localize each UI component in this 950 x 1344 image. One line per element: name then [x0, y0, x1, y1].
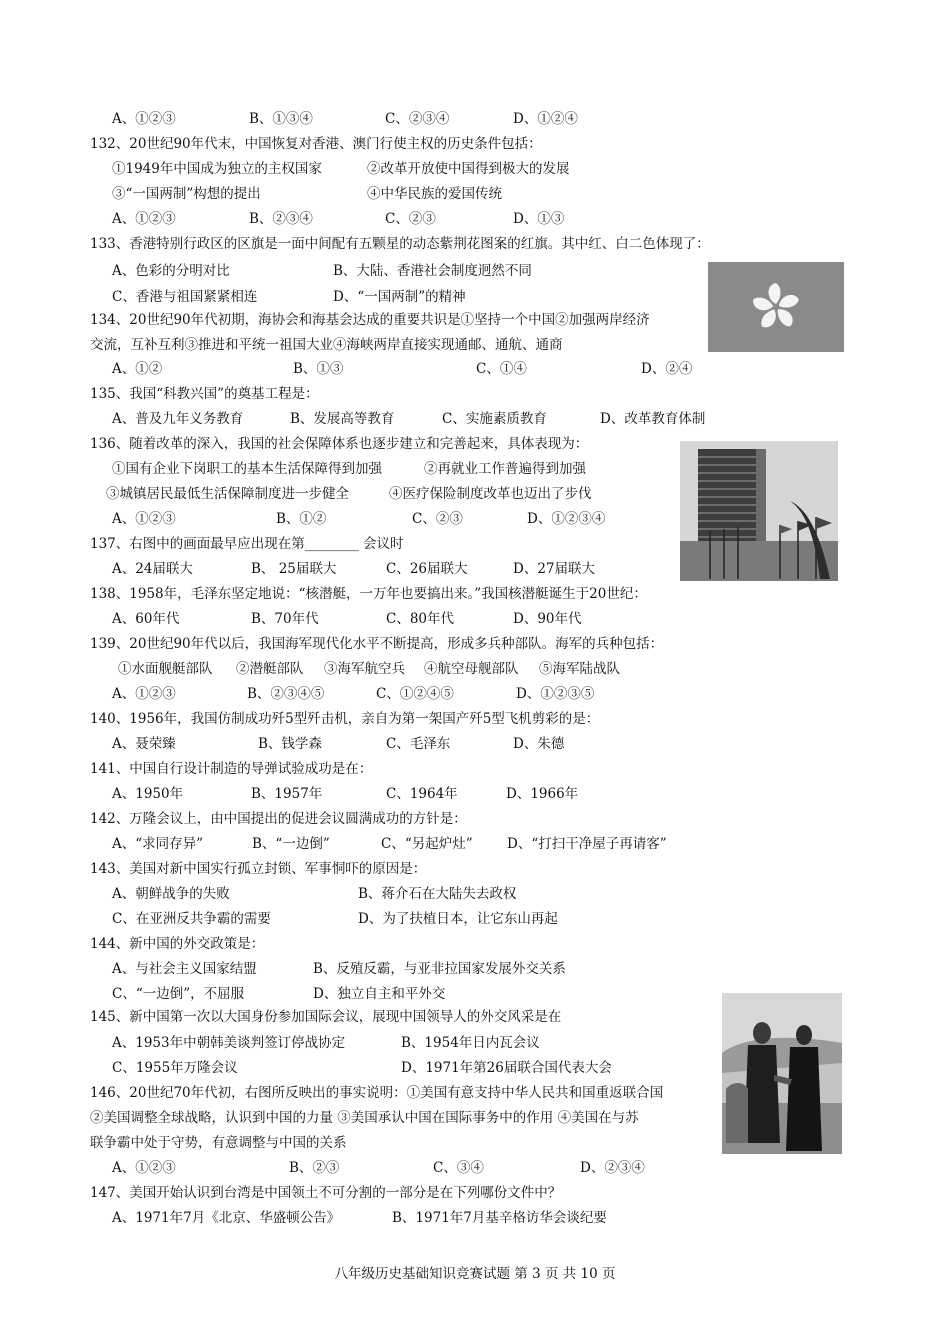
q138-option-c: C、80年代 [386, 611, 455, 627]
q147-option-a: A、1971年7月《北京、华盛顿公告》 [112, 1210, 341, 1226]
q138-option-d: D、90年代 [513, 611, 582, 627]
q138-option-a: A、60年代 [112, 611, 180, 627]
q136-option-d: D、①②③④ [527, 511, 606, 527]
q146-option-b: B、②③ [289, 1160, 340, 1176]
q139-statement-1: ①水面舰艇部队 [118, 661, 213, 677]
q139-statement-4: ④航空母舰部队 [424, 661, 519, 677]
q136-option-c: C、②③ [412, 511, 463, 527]
q145-option-d: D、1971年第26届联合国代表大会 [401, 1060, 612, 1076]
q141-option-c: C、1964年 [386, 786, 458, 802]
q143-option-c: C、在亚洲反共争霸的需要 [112, 911, 271, 927]
q132-statement-4: ④中华民族的爱国传统 [367, 186, 502, 202]
q138-option-b: B、70年代 [251, 611, 319, 627]
q145-option-a: A、1953年中朝韩美谈判签订停战协定 [112, 1035, 346, 1051]
q135-option-a: A、普及九年义务教育 [112, 411, 244, 427]
q142-option-b: B、“一边倒” [252, 836, 330, 852]
q131-option-a: A、①②③ [112, 111, 176, 127]
q131-option-b: B、①③④ [249, 111, 313, 127]
q147-option-b: B、1971年7月基辛格访华会谈纪要 [392, 1210, 607, 1226]
q137-option-b: B、 25届联大 [251, 561, 337, 577]
q136-statement-4: ④医疗保险制度改革也迈出了步伐 [389, 486, 592, 502]
q144-option-d: D、独立自主和平外交 [313, 986, 446, 1002]
q134-option-b: B、①③ [293, 361, 344, 377]
q145-stem: 145、新中国第一次以大国身份参加国际会议，展现中国领导人的外交风采是在 [90, 1009, 562, 1025]
q133-option-b: B、大陆、香港社会制度迥然不同 [333, 263, 532, 279]
q137-stem: 137、右图中的画面最早应出现在第________ 会议时 [90, 536, 404, 552]
q137-option-d: D、27届联大 [513, 561, 596, 577]
q135-option-b: B、发展高等教育 [290, 411, 395, 427]
q131-option-d: D、①②④ [513, 111, 578, 127]
q146-option-d: D、②③④ [580, 1160, 645, 1176]
q136-statement-2: ②再就业工作普遍得到加强 [424, 461, 586, 477]
q141-stem: 141、中国自行设计制造的导弹试验成功是在： [90, 761, 373, 777]
q134-stem-line-2: 交流，互补互利③推进和平统一祖国大业④海峡两岸直接实现通邮、通航、通商 [90, 337, 563, 353]
q132-option-a: A、①②③ [112, 211, 176, 227]
q145-option-c: C、1955年万隆会议 [112, 1060, 238, 1076]
q136-statement-3: ③城镇居民最低生活保障制度进一步健全 [106, 486, 349, 502]
q134-option-d: D、②④ [641, 361, 693, 377]
q144-option-a: A、与社会主义国家结盟 [112, 961, 257, 977]
q140-option-d: D、朱德 [513, 736, 565, 752]
q141-option-a: A、1950年 [112, 786, 184, 802]
q146-option-a: A、①②③ [112, 1160, 176, 1176]
q136-option-b: B、①② [276, 511, 327, 527]
q143-stem: 143、美国对新中国实行孤立封锁、军事恫吓的原因是： [90, 861, 427, 877]
q132-option-d: D、①③ [513, 211, 565, 227]
q132-option-b: B、②③④ [249, 211, 313, 227]
q140-option-a: A、聂荣臻 [112, 736, 176, 752]
q139-statement-3: ③海军航空兵 [324, 661, 405, 677]
q141-option-b: B、1957年 [251, 786, 323, 802]
q136-statement-1: ①国有企业下岗职工的基本生活保障得到加强 [112, 461, 382, 477]
q139-option-a: A、①②③ [112, 686, 176, 702]
q145-option-b: B、1954年日内瓦会议 [401, 1035, 540, 1051]
q140-option-c: C、毛泽东 [386, 736, 451, 752]
q133-stem: 133、香港特别行政区的区旗是一面中间配有五颗星的动态紫荆花图案的红旗。其中红、白二色体现了： [90, 236, 710, 252]
q132-option-c: C、②③ [385, 211, 436, 227]
q137-option-a: A、24届联大 [112, 561, 193, 577]
q139-option-c: C、①②④⑤ [376, 686, 454, 702]
q139-statement-5: ⑤海军陆战队 [539, 661, 620, 677]
q139-option-b: B、②③④⑤ [247, 686, 325, 702]
q144-stem: 144、新中国的外交政策是： [90, 936, 265, 952]
q143-option-d: D、为了扶植日本，让它东山再起 [358, 911, 558, 927]
q137-option-c: C、26届联大 [386, 561, 468, 577]
q146-stem-line-3: 联争霸中处于守势，有意调整与中国的关系 [90, 1135, 347, 1151]
un-headquarters-photo [680, 441, 838, 581]
q140-stem: 140、1956年，我国仿制成功歼5型歼击机，亲自为第一架国产歼5型飞机剪彩的是： [90, 711, 600, 727]
q133-option-d: D、“一国两制”的精神 [333, 289, 466, 305]
q132-statement-2: ②改革开放使中国得到极大的发展 [367, 161, 570, 177]
q143-option-b: B、蒋介石在大陆失去政权 [358, 886, 517, 902]
q142-stem: 142、万隆会议上，由中国提出的促进会议圆满成功的方针是： [90, 811, 467, 827]
q144-option-c: C、“一边倒”，不屈服 [112, 986, 245, 1002]
q135-stem: 135、我国“科教兴国”的奠基工程是： [90, 386, 319, 402]
q133-option-c: C、香港与祖国紧紧相连 [112, 289, 258, 305]
q132-statement-1: ①1949年中国成为独立的主权国家 [112, 161, 322, 177]
q134-stem-line-1: 134、20世纪90年代初期，海协会和海基会达成的重要共识是①坚持一个中国②加强两岸经济 [90, 312, 650, 328]
q138-stem: 138、1958年，毛泽东坚定地说：“核潜艇，一万年也要搞出来。”我国核潜艇诞生于20世纪： [90, 586, 647, 602]
q140-option-b: B、钱学森 [258, 736, 322, 752]
hong-kong-flag-image [708, 262, 844, 352]
q132-statement-3: ③“一国两制”构想的提出 [112, 186, 261, 202]
q135-option-d: D、改革教育体制 [600, 411, 706, 427]
page-footer: 八年级历史基础知识竞赛试题 第 3 页 共 10 页 [334, 1266, 616, 1282]
q132-stem: 132、20世纪90年代末，中国恢复对香港、澳门行使主权的历史条件包括： [90, 136, 542, 152]
q142-option-d: D、“打扫干净屋子再请客” [507, 836, 667, 852]
handshake-photo [722, 993, 842, 1154]
q143-option-a: A、朝鲜战争的失败 [112, 886, 230, 902]
q146-stem-line-2: ②美国调整全球战略，认识到中国的力量 ③美国承认中国在国际事务中的作用 ④美国在与苏 [90, 1110, 639, 1126]
q136-stem: 136、随着改革的深入，我国的社会保障体系也逐步建立和完善起来，具体表现为： [90, 436, 589, 452]
q133-option-a: A、色彩的分明对比 [112, 263, 230, 279]
q142-option-a: A、“求同存异” [112, 836, 204, 852]
q139-statement-2: ②潜艇部队 [236, 661, 304, 677]
q134-option-a: A、①② [112, 361, 163, 377]
q135-option-c: C、实施素质教育 [442, 411, 547, 427]
q146-option-c: C、③④ [433, 1160, 484, 1176]
q139-stem: 139、20世纪90年代以后，我国海军现代化水平不断提高，形成多兵种部队。海军的兵种包括： [90, 636, 664, 652]
q147-stem: 147、美国开始认识到台湾是中国领土不可分割的一部分是在下列哪份文件中？ [90, 1185, 562, 1201]
q146-stem-line-1: 146、20世纪70年代初，右图所反映出的事实说明：①美国有意支持中华人民共和国重返联合国 [90, 1085, 664, 1101]
q136-option-a: A、①②③ [112, 511, 176, 527]
q134-option-c: C、①④ [476, 361, 527, 377]
q144-option-b: B、反殖反霸，与亚非拉国家发展外交关系 [313, 961, 566, 977]
q141-option-d: D、1966年 [506, 786, 579, 802]
q142-option-c: C、“另起炉灶” [381, 836, 473, 852]
q131-option-c: C、②③④ [385, 111, 450, 127]
q139-option-d: D、①②③⑤ [516, 686, 595, 702]
